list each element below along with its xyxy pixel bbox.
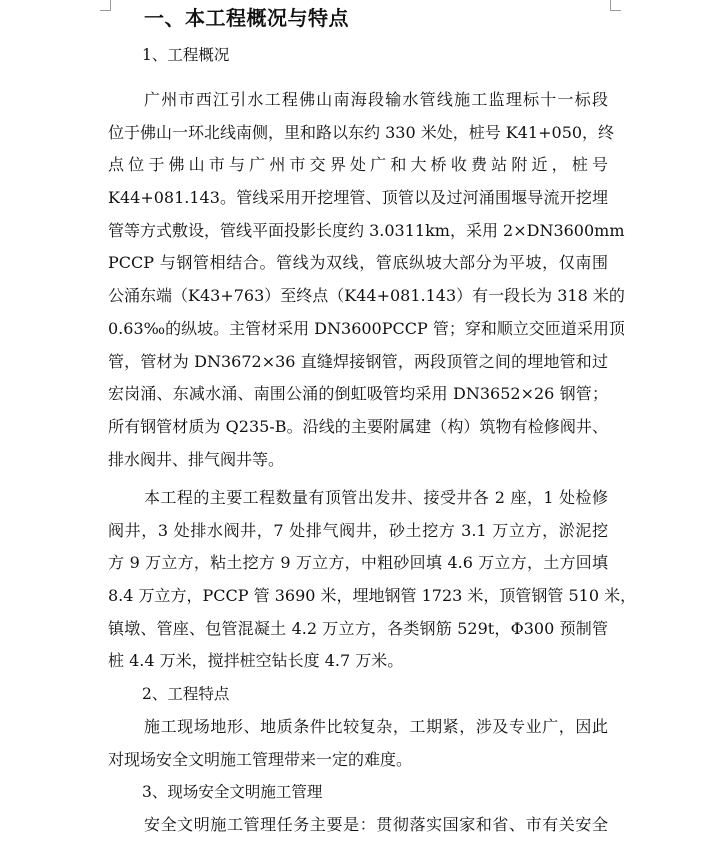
paragraph-line: 管，管材为 DN3672×36 直缝焊接钢管，两段顶管之间的埋地管和过 <box>108 351 608 371</box>
paragraph-line: 宏岗涌、东减水涌、南围公涌的倒虹吸管均采用 DN3652×26 钢管； <box>108 384 608 404</box>
paragraph-line: 镇墩、管座、包管混凝土 4.2 万立方，各类钢筋 529t，Φ300 预制管 <box>108 618 608 638</box>
page-corner-mark-left <box>100 0 111 11</box>
paragraph-line: 方 9 万立方，粘土挖方 9 万立方，中粗砂回填 4.6 万立方，土方回填 <box>108 553 608 573</box>
paragraph-line: K44+081.143。管线采用开挖埋管、顶管以及过河涌围堰导流开挖埋 <box>108 188 608 208</box>
paragraph-line: 安全文明施工管理任务主要是：贯彻落实国家和省、市有关安全 <box>144 815 608 834</box>
paragraph-line: PCCP 与钢管相结合。管线为双线，管底纵坡大部分为平坡，仅南围 <box>108 253 608 273</box>
section-1-title: 1、工程概况 <box>142 46 230 64</box>
section-3-title: 3、现场安全文明施工管理 <box>142 783 323 801</box>
paragraph-line: 桩 4.4 万米，搅拌桩空钻长度 4.7 万米。 <box>108 651 404 671</box>
paragraph-line: 施工现场地形、地质条件比较复杂，工期紧，涉及专业广，因此 <box>144 717 608 736</box>
section-1-paragraph-1 <box>108 84 625 476</box>
paragraph-line: 阀井，3 处排水阀井，7 处排气阀井，砂土挖方 3.1 万立方，淤泥挖 <box>108 520 608 540</box>
paragraph-line: 管等方式敷设，管线平面投影长度约 3.0311km，采用 2×DN3600mm <box>108 220 625 240</box>
paragraph-line: 0.63‰的纵坡。主管材采用 DN3600PCCP 管；穿和顺立交匝道采用顶 <box>108 318 625 338</box>
paragraph-line: 对现场安全文明施工管理带来一定的难度。 <box>108 749 413 769</box>
paragraph-line: 位于佛山一环北线南侧，里和路以东约 330 米处，桩号 K41+050，终 <box>108 122 615 142</box>
paragraph-line: 点位于佛山市与广州市交界处广和大桥收费站附近，桩号 <box>108 155 608 175</box>
section-2-title: 2、工程特点 <box>142 685 230 703</box>
paragraph-line: 所有钢管材质为 Q235-B。沿线的主要附属建（构）筑物有检修阀井、 <box>108 416 608 436</box>
section-1-paragraph-2 <box>108 482 637 678</box>
paragraph-line: 广州市西江引水工程佛山南海段输水管线施工监理标十一标段 <box>144 90 608 109</box>
section-2-paragraph <box>108 711 608 776</box>
paragraph-line: 排水阀井、排气阀井等。 <box>108 449 285 469</box>
paragraph-line: 本工程的主要工程数量有顶管出发井、接受井各 2 座，1 处检修 <box>144 488 608 507</box>
page-corner-mark-right <box>610 0 621 11</box>
main-heading: 一、本工程概况与特点 <box>144 6 349 30</box>
paragraph-line: 公涌东端（K43+763）至终点（K44+081.143）有一段长为 318 米的 <box>108 286 625 306</box>
paragraph-line: 8.4 万立方，PCCP 管 3690 米，埋地钢管 1723 米，顶管钢管 510 米， <box>108 586 637 606</box>
